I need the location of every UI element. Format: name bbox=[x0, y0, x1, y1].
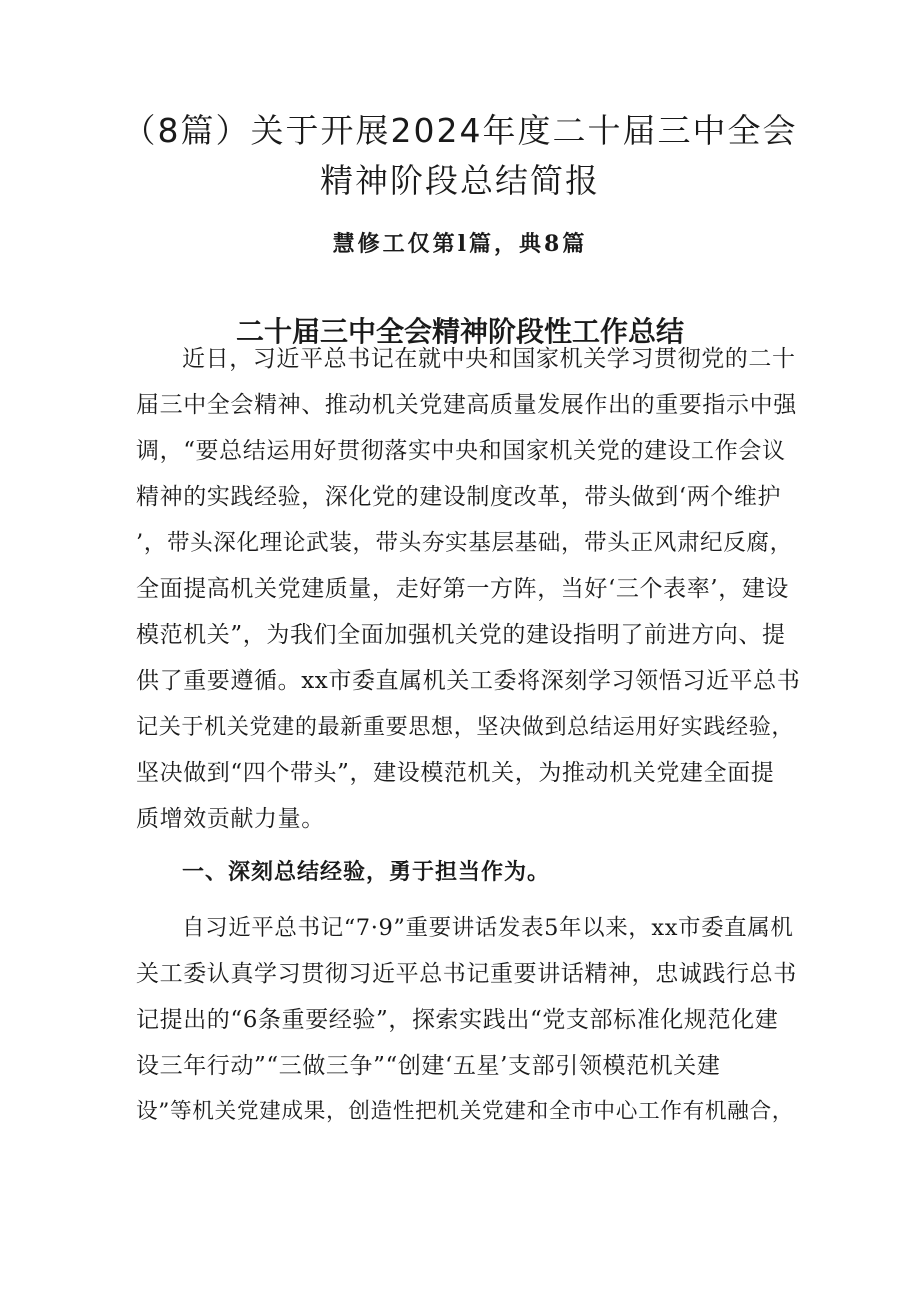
paragraph-line: 自习近平总书记“7·9”重要讲话发表5年以来，xx市委直属机 bbox=[182, 915, 794, 941]
paragraph-line: 关工委认真学习贯彻习近平总书记重要讲话精神，忠诚践行总书 bbox=[136, 961, 797, 987]
paragraph-line: 全面提高机关党建质量，走好第一方阵，当好‘三个表率’，建设 bbox=[136, 576, 790, 602]
paragraph-line: 记提出的“6条重要经验”，探索实践出“党支部标准化规范化建 bbox=[136, 1007, 779, 1033]
paragraph-line: 近日，习近平总书记在就中央和国家机关学习贯彻党的二十 bbox=[182, 346, 796, 372]
section-heading-1: 一、深刻总结经验，勇于担当作为。 bbox=[182, 860, 551, 885]
paragraph-line: ’，带头深化理论武装，带头夯实基层基础，带头正风肃纪反腐， bbox=[136, 530, 793, 556]
paragraph-line: 届三中全会精神、推动机关党建高质量发展作出的重要指示中强 bbox=[136, 392, 797, 418]
paragraph-line: 调，“要总结运用好贯彻落实中央和国家机关党的建设工作会议 bbox=[136, 438, 786, 464]
section-title: 二十届三中全会精神阶段性工作总结 bbox=[235, 315, 684, 349]
paragraph-line: 坚决做到“四个带头”，建设模范机关，为推动机关党建全面提 bbox=[136, 760, 775, 786]
paragraph-line: 精神的实践经验，深化党的建设制度改革，带头做到‘两个维护 bbox=[136, 484, 782, 510]
paragraph-line: 设三年行动”“三做三争”“创建‘五星’支部引领模范机关建 bbox=[136, 1053, 721, 1079]
paragraph-line: 记关于机关党建的最新重要思想，坚决做到总结运用好实践经验， bbox=[136, 714, 795, 740]
document-title-line-2: 精神阶段总结简报 bbox=[320, 161, 600, 200]
paragraph-line: 设”等机关党建成果，创造性把机关党建和全市中心工作有机融合， bbox=[136, 1099, 795, 1124]
paragraph-line: 模范机关”，为我们全面加强机关党的建设指明了前进方向、提 bbox=[136, 622, 786, 648]
document-title-line-1: （8篇）关于开展2024年度二十届三中全会 bbox=[122, 111, 798, 150]
paragraph-line: 供了重要遵循。xx市委直属机关工委将深刻学习领悟习近平总书 bbox=[136, 668, 801, 694]
document-subtitle: 慧修工仅第l篇，典8篇 bbox=[332, 231, 588, 257]
paragraph-line: 质增效贡献力量。 bbox=[136, 806, 325, 832]
